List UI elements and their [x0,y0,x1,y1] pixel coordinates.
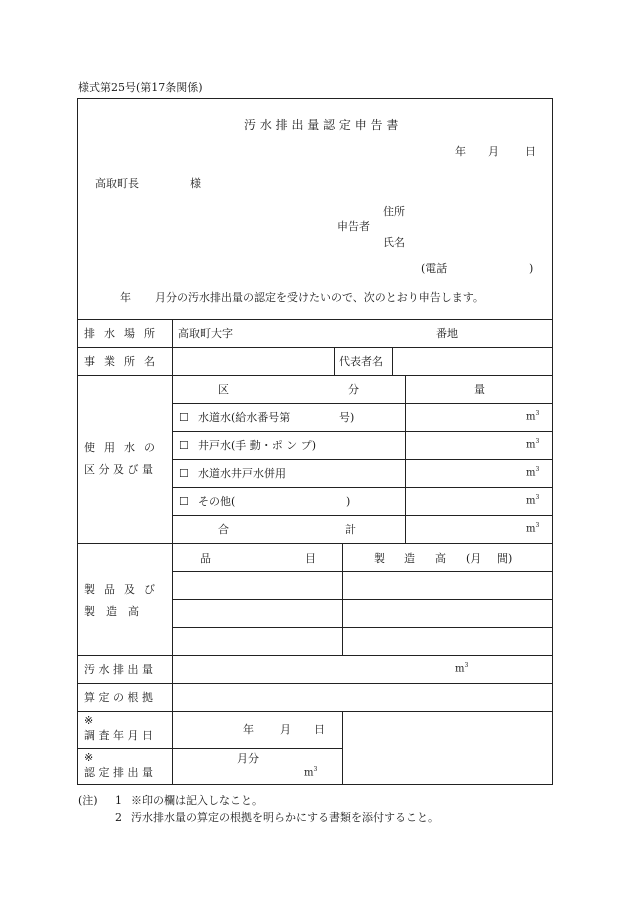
drain-place-prefix: 高取町大字 [178,327,233,340]
rule-line [172,487,553,488]
water-item-checkbox[interactable]: ☐ [179,467,189,480]
rule-line [405,375,406,543]
date-day: 日 [525,145,536,158]
unit-m3: $m^3$ [526,438,540,451]
water-item-label: その他( [198,495,236,508]
water-usage-label-1: 使用水の [84,441,164,454]
survey-month: 月 [280,723,291,736]
rule-line [77,319,553,320]
rule-line [172,431,553,432]
name-label: 氏名 [383,236,405,249]
unit-m3: $m^3$ [304,766,318,779]
rule-line [172,627,553,628]
products-label-1: 製品及び [84,583,164,596]
basis-label: 算定の根拠 [84,691,157,704]
survey-mark: ※ [84,714,94,727]
unit-m3: $m^3$ [455,662,469,675]
rule-line [392,347,393,375]
rule-line [172,599,553,600]
water-item-label: 井戸水(手 動・ポ ン プ) [198,439,317,452]
addressee: 高取町長 [95,177,139,190]
note-text: ※印の欄は記入しなこと。 [131,794,263,807]
form-number: 様式第25号(第17条関係) [78,81,203,94]
rule-line [77,375,553,376]
rule-line [172,571,553,572]
col-category-1: 区 [218,383,229,396]
approved-label: 認定排出量 [84,766,157,779]
rule-line [172,403,553,404]
water-item-checkbox[interactable]: ☐ [179,495,189,508]
products-label-2: 製造高 [84,605,150,618]
rule-line [77,543,553,544]
rule-line [172,515,553,516]
rule-line [172,459,553,460]
water-item-label: 水道水(給水番号第 [198,411,291,424]
water-item-suffix: 号) [339,411,355,424]
water-usage-label-2: 区分及び量 [84,463,157,476]
note-text: 汚水排水量の算定の根拠を明らかにする書類を添付すること。 [131,811,439,824]
notes-prefix: (注) [78,794,98,807]
col-production-4: (月 [466,552,482,565]
approved-mark: ※ [84,751,94,764]
col-amount: 量 [474,383,485,396]
approved-month: 月分 [237,752,259,765]
date-year: 年 [455,145,466,158]
total-label-2: 計 [345,523,356,536]
unit-m3: $m^3$ [526,466,540,479]
rule-line [77,711,553,712]
statement-text: 月分の汚水排出量の認定を受けたいので、次のとおり申告します。 [155,291,484,304]
unit-m3: $m^3$ [526,410,540,423]
statement-year: 年 [120,291,131,304]
survey-label: 調査年月日 [84,729,157,742]
col-production-3: 高 [435,552,446,565]
col-production-2: 造 [404,552,415,565]
drain-place-suffix: 番地 [436,327,458,340]
col-production-1: 製 [374,552,385,565]
survey-year: 年 [243,723,254,736]
phone-close: ) [529,262,534,275]
unit-m3: $m^3$ [526,494,540,507]
note-number: 1 [115,794,122,807]
col-item-1: 品 [200,552,211,565]
water-item-checkbox[interactable]: ☐ [179,439,189,452]
water-item-suffix: ) [346,495,351,508]
total-label-1: 合 [218,523,229,536]
applicant-label: 申告者 [337,220,370,233]
col-item-2: 目 [305,552,316,565]
rule-line [342,543,343,655]
unit-m3: $m^3$ [526,522,540,535]
rule-line [77,748,342,749]
col-production-5: 間) [497,552,513,565]
note-number: 2 [115,811,122,824]
business-name-label: 事業所名 [84,355,164,368]
drain-place-label: 排水場所 [84,327,164,340]
wastewater-label: 汚水排出量 [84,663,157,676]
survey-day: 日 [314,723,325,736]
date-month: 月 [488,145,499,158]
rule-line [342,711,343,785]
rule-line [172,319,173,785]
rule-line [77,683,553,684]
addressee-suffix: 様 [190,177,201,190]
rule-line [334,347,335,375]
representative-label: 代表者名 [339,355,383,368]
water-item-label: 水道水井戸水併用 [198,467,286,480]
form-title: 汚 水 排 出 量 認 定 申 告 書 [244,118,399,132]
address-label: 住所 [383,205,405,218]
rule-line [77,655,553,656]
col-category-2: 分 [348,383,359,396]
phone-open: (電話 [421,262,448,275]
rule-line [77,347,553,348]
water-item-checkbox[interactable]: ☐ [179,411,189,424]
